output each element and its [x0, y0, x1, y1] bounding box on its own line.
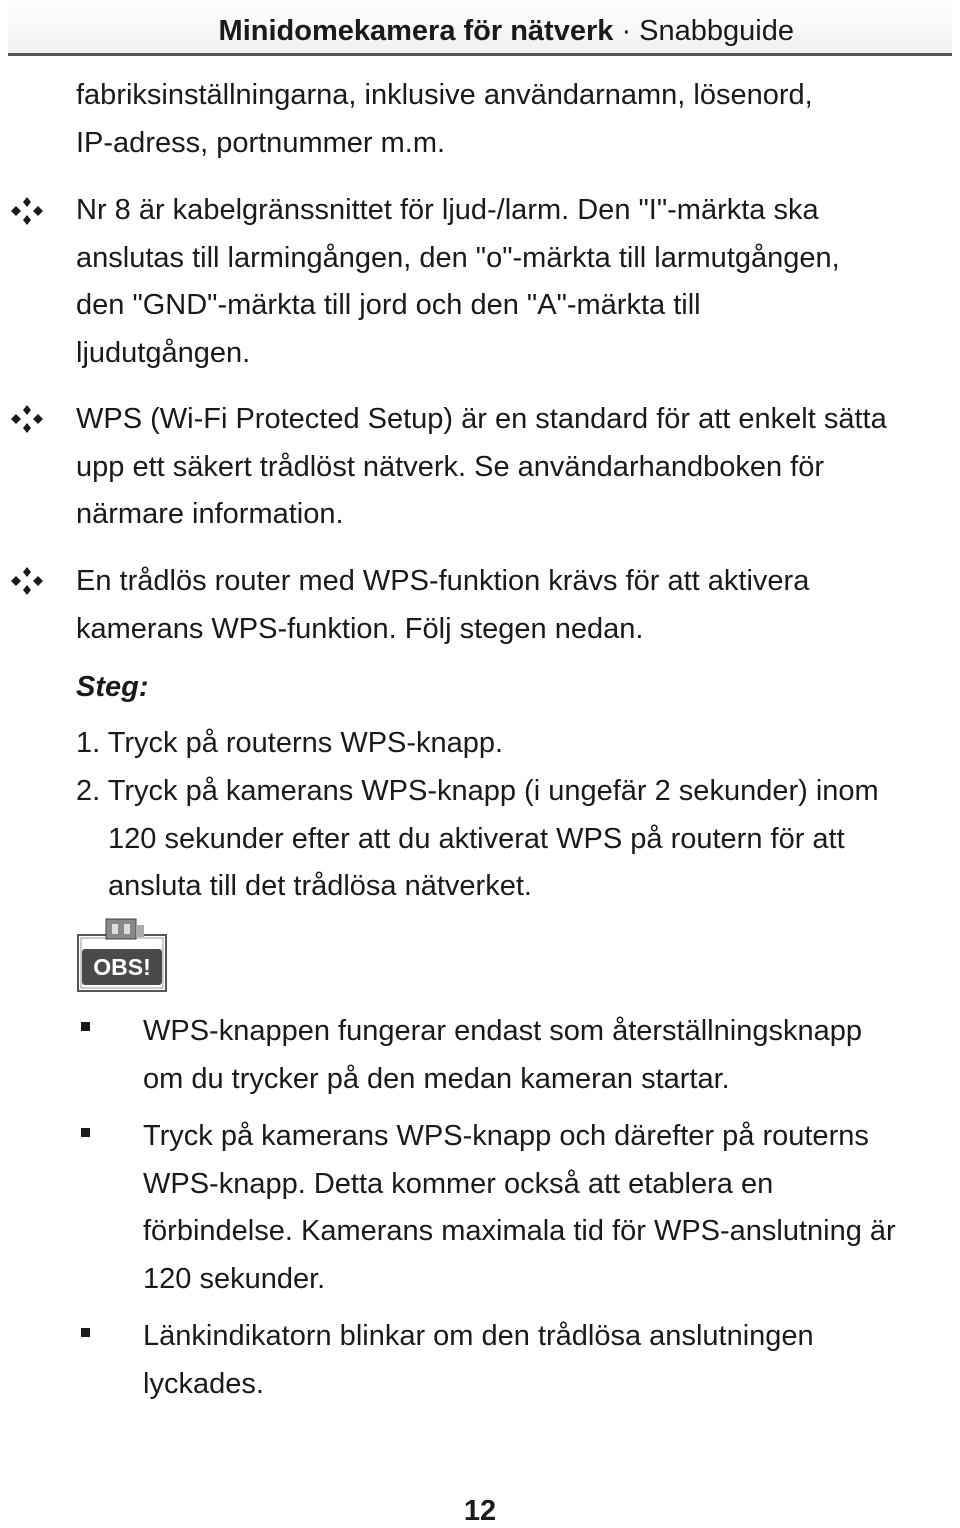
diamond-bullet-icon [10, 196, 44, 226]
note-item [143, 1008, 862, 1103]
bullet-line: WPS (Wi-Fi Protected Setup) är en standard för att enkelt sätta [76, 403, 887, 435]
note-line: WPS-knapp. Detta kommer också att etablera en [143, 1167, 774, 1200]
note-line: Länkindikatorn blinkar om den trådlösa anslutningen [143, 1320, 814, 1352]
step-2-line: 120 sekunder efter att du aktiverat WPS på routern för att [108, 822, 845, 855]
note-line: WPS-knappen fungerar endast som återställningsknapp [143, 1015, 862, 1047]
note-line: 120 sekunder. [143, 1262, 326, 1295]
square-bullet-icon [81, 1128, 90, 1137]
bullet-paragraph [76, 558, 809, 653]
intro-line: IP-adress, portnummer m.m. [76, 126, 446, 159]
note-item [143, 1113, 896, 1303]
bullet-line: Nr 8 är kabelgränssnittet för ljud-/larm. Den "I"-märkta ska [76, 194, 819, 226]
note-line: Tryck på kamerans WPS-knapp och därefter på routerns [143, 1120, 869, 1152]
header-separator: · [613, 15, 640, 47]
step-2-line: 2. Tryck på kamerans WPS-knapp (i ungefär 2 sekunder) inom [76, 775, 879, 807]
diamond-bullet-icon [10, 404, 44, 434]
square-bullet-icon [81, 1328, 90, 1337]
page-header [8, 0, 952, 56]
note-icon [74, 915, 170, 995]
step-1: 1. Tryck på routerns WPS-knapp. [76, 727, 504, 759]
bullet-line: upp ett säkert trådlöst nätverk. Se användarhandboken för [76, 450, 825, 483]
header-title: Minidomekamera för nätverk [218, 15, 614, 47]
note-line: förbindelse. Kamerans maximala tid för WPS-anslutning är [143, 1215, 896, 1247]
note-line: lyckades. [143, 1367, 264, 1400]
bullet-line: närmare information. [76, 498, 344, 530]
bullet-paragraph [76, 396, 887, 539]
bullet-line: kamerans WPS-funktion. Följ stegen nedan. [76, 612, 644, 645]
note-label: OBS! [82, 949, 162, 985]
step-2-line: ansluta till det trådlösa nätverket. [108, 870, 532, 902]
diamond-bullet-icon [10, 566, 44, 596]
bullet-line: den "GND"-märkta till jord och den "A"-märkta till [76, 289, 701, 321]
header-subtitle: Snabbguide [639, 15, 794, 47]
intro-text [76, 72, 813, 167]
bullet-paragraph [76, 187, 840, 377]
note-item [143, 1313, 814, 1408]
bullet-line: En trådlös router med WPS-funktion krävs för att aktivera [76, 565, 810, 597]
steps-heading: Steg: [76, 671, 149, 703]
note-line: om du trycker på den medan kameran startar. [143, 1062, 730, 1095]
bullet-line: anslutas till larmingången, den "o"-märkta till larmutgången, [76, 241, 840, 274]
intro-line: fabriksinställningarna, inklusive användarnamn, lösenord, [76, 79, 813, 111]
square-bullet-icon [81, 1022, 90, 1031]
bullet-line: ljudutgången. [76, 336, 251, 369]
page-number: 12 [463, 1495, 497, 1527]
step-2 [76, 768, 879, 911]
